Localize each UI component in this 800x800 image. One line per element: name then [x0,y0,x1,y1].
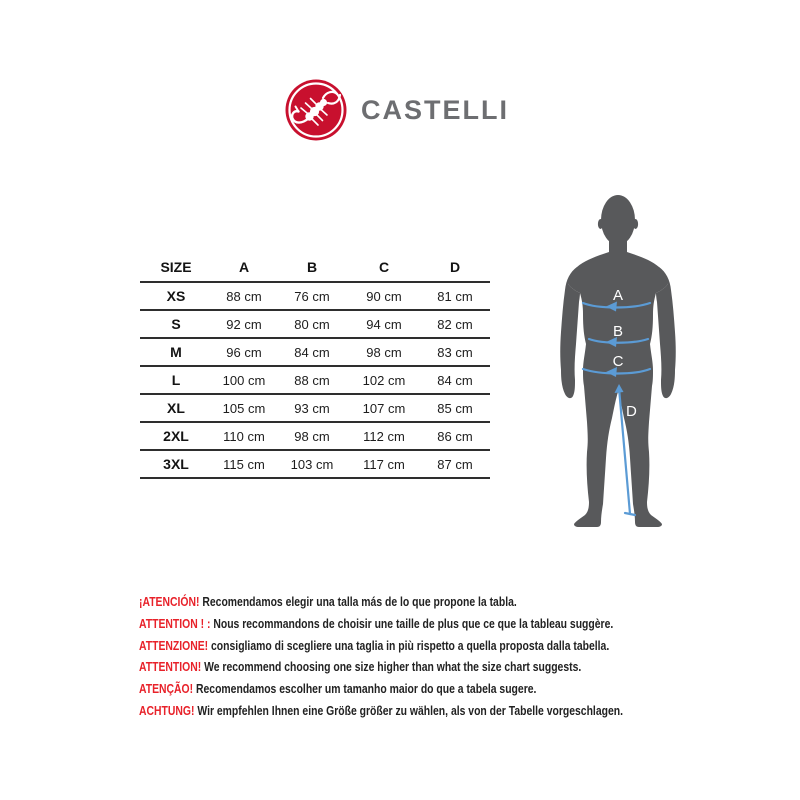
size-label: S [140,310,212,338]
column-header-d: D [420,252,490,282]
measure-label-c: C [612,353,624,370]
measurement-value: 84 cm [276,338,348,366]
measurement-value: 88 cm [212,282,276,310]
measurement-value: 85 cm [420,394,490,422]
measure-label-a: A [612,287,624,304]
size-row-s [140,310,490,338]
size-chart-table [140,252,490,479]
measurement-value: 105 cm [212,394,276,422]
brand-wordmark: CASTELLI [361,95,509,125]
warning-line: ATTENTION ! : Nous recommandons de choisir une taille de plus que ce que la tableau suggère. [139,615,614,631]
warning-line: ATTENZIONE! consigliamo di scegliere una taglia in più rispetto a quella proposta dalla tabella. [139,637,610,653]
header-row [140,252,490,282]
measurement-value: 92 cm [212,310,276,338]
size-row-l [140,366,490,394]
measurement-value: 93 cm [276,394,348,422]
measurement-value: 83 cm [420,338,490,366]
measure-label-d: D [626,403,637,420]
measurement-value: 112 cm [348,422,420,450]
column-header-a: A [212,252,276,282]
warning-label: ATTENTION ! : [139,615,211,631]
warning-line: ¡ATENCIÓN! Recomendamos elegir una talla más de lo que propone la tabla. [139,594,517,609]
measurement-value: 98 cm [348,338,420,366]
size-label: XL [140,394,212,422]
column-header-b: B [276,252,348,282]
body-measurement-diagram [543,190,693,530]
measurement-value: 94 cm [348,310,420,338]
size-label: 2XL [140,422,212,450]
warning-label: ACHTUNG! [139,702,195,718]
size-label: XS [140,282,212,310]
column-header-size: SIZE [140,252,212,282]
size-row-xs [140,282,490,310]
size-table-header [140,252,490,282]
measurement-value: 98 cm [276,422,348,450]
figure-torso-legs [568,236,668,527]
measurement-value: 80 cm [276,310,348,338]
size-label: M [140,338,212,366]
size-row-xl [140,394,490,422]
warning-label: ¡ATENCIÓN! [139,594,200,609]
measurement-value: 84 cm [420,366,490,394]
size-label: L [140,366,212,394]
warning-label: ATTENTION! [139,659,202,675]
size-row-3xl [140,450,490,478]
measurement-value: 117 cm [348,450,420,478]
measurement-value: 100 cm [212,366,276,394]
warning-label: ATENÇÃO! [139,681,194,697]
measurement-value: 88 cm [276,366,348,394]
size-label: 3XL [140,450,212,478]
measurement-value: 110 cm [212,422,276,450]
column-header-c: C [348,252,420,282]
size-row-2xl [140,422,490,450]
size-row-m [140,338,490,366]
measurement-value: 82 cm [420,310,490,338]
measurement-value: 103 cm [276,450,348,478]
measurement-value: 102 cm [348,366,420,394]
scorpion-badge-icon [284,78,348,142]
measurement-value: 87 cm [420,450,490,478]
measurement-value: 86 cm [420,422,490,450]
warnings [139,591,779,722]
warning-label: ATTENZIONE! [139,637,209,653]
warning-line: ACHTUNG! Wir empfehlen Ihnen eine Größe größer zu wählen, als von der Tabelle vorgeschlagen. [139,702,623,718]
measurement-value: 81 cm [420,282,490,310]
brand-logo [284,78,509,142]
measure-label-b: B [612,323,624,340]
measurement-value: 107 cm [348,394,420,422]
measurement-value: 96 cm [212,338,276,366]
measurement-value: 115 cm [212,450,276,478]
warning-line: ATTENTION! We recommend choosing one size higher than what the size chart suggests. [139,659,582,675]
warning-line: ATENÇÃO! Recomendamos escolher um tamanho maior do que a tabela sugere. [139,681,537,697]
measurement-value: 76 cm [276,282,348,310]
measurement-value: 90 cm [348,282,420,310]
size-table-body [140,282,490,478]
